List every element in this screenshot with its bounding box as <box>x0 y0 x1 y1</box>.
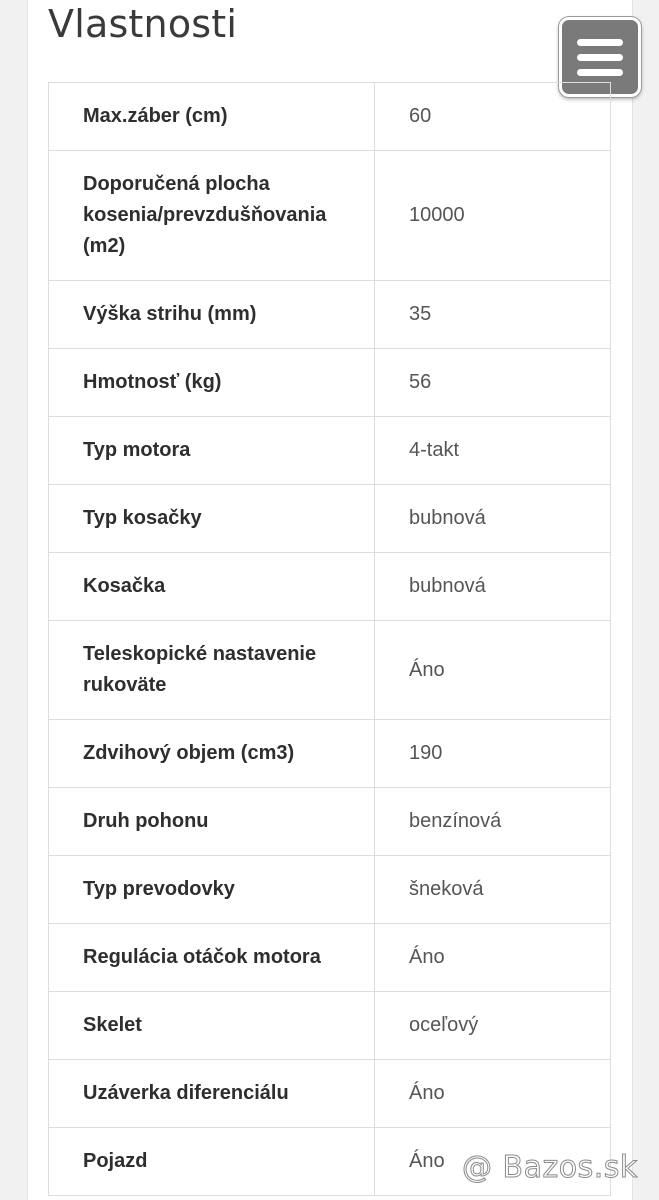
hamburger-menu-icon <box>577 39 623 46</box>
hamburger-menu-icon-bar <box>577 69 623 76</box>
table-row <box>49 788 611 856</box>
property-value: Áno <box>375 924 611 992</box>
table-row <box>49 349 611 417</box>
property-value: Áno <box>375 1060 611 1128</box>
property-label: Zdvihový objem (cm3) <box>49 720 375 788</box>
bazos-watermark: @ Bazos.sk <box>462 1150 638 1185</box>
hamburger-menu-icon-bar <box>577 54 623 61</box>
property-label: Typ kosačky <box>49 485 375 553</box>
property-value: 60 <box>375 83 611 151</box>
properties-table <box>48 82 611 1196</box>
property-value: 56 <box>375 349 611 417</box>
property-label: Druh pohonu <box>49 788 375 856</box>
property-value: 35 <box>375 281 611 349</box>
table-row <box>49 417 611 485</box>
property-label: Teleskopické nastavenie rukoväte <box>49 621 375 720</box>
property-label: Doporučená plocha kosenia/prevzdušňovania (m2) <box>49 151 375 281</box>
property-value: bubnová <box>375 553 611 621</box>
property-value: 10000 <box>375 151 611 281</box>
page-title: Vlastnosti <box>48 2 238 46</box>
property-value: bubnová <box>375 485 611 553</box>
property-value: oceľový <box>375 992 611 1060</box>
table-row <box>49 621 611 720</box>
table-row <box>49 485 611 553</box>
property-label: Hmotnosť (kg) <box>49 349 375 417</box>
table-row <box>49 720 611 788</box>
table-row <box>49 856 611 924</box>
property-value: Áno <box>375 1128 611 1196</box>
property-label: Výška strihu (mm) <box>49 281 375 349</box>
property-label: Uzáverka diferenciálu <box>49 1060 375 1128</box>
table-row <box>49 83 611 151</box>
property-label: Typ prevodovky <box>49 856 375 924</box>
table-row <box>49 553 611 621</box>
property-value: benzínová <box>375 788 611 856</box>
property-value: 4-takt <box>375 417 611 485</box>
property-label: Pojazd <box>49 1128 375 1196</box>
table-row <box>49 151 611 281</box>
table-row <box>49 281 611 349</box>
property-value: šneková <box>375 856 611 924</box>
property-label: Skelet <box>49 992 375 1060</box>
property-label: Max.záber (cm) <box>49 83 375 151</box>
property-label: Regulácia otáčok motora <box>49 924 375 992</box>
table-row <box>49 924 611 992</box>
table-row <box>49 1060 611 1128</box>
property-value: Áno <box>375 621 611 720</box>
table-row <box>49 992 611 1060</box>
property-label: Kosačka <box>49 553 375 621</box>
property-label: Typ motora <box>49 417 375 485</box>
property-value: 190 <box>375 720 611 788</box>
